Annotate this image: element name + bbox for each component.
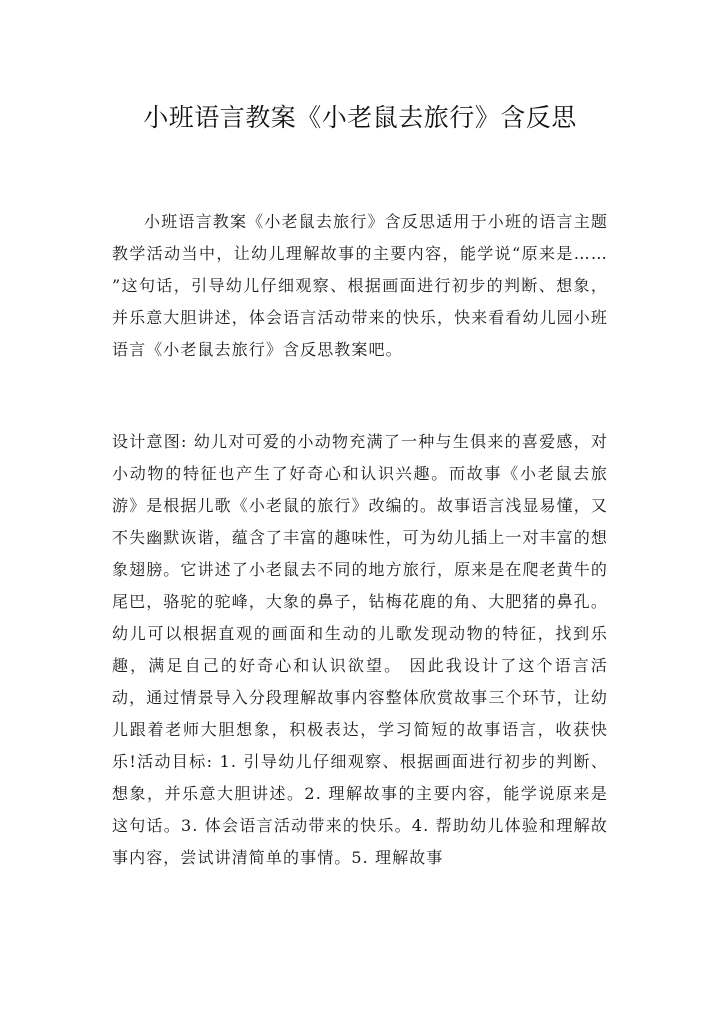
document-title: 小班语言教案《小老鼠去旅行》含反思 [143,103,577,132]
design-intent-paragraph: 设计意图: 幼儿对可爱的小动物充满了一种与生俱来的喜爱感，对小动物的特征也产生了好奇心和认识兴趣。而故事《小老鼠去旅游》是根据儿歌《小老鼠的旅行》改编的。故事语言浅显易懂，又不失幽默诙谐，蕴含了丰富的趣味性，可为幼儿插上一对丰富的想象翅膀。它讲述了小老鼠去不同的地方旅行，原来是在爬老黄牛的尾巴，骆驼的驼峰，大象的鼻子，钻梅花鹿的角、大肥猪的鼻孔。幼儿可以根据直观的画面和生动的儿歌发现动物的特征，找到乐趣，满足自己的好奇心和认识欲望。 因此我设计了这个语言活动，通过情景导入分段理解故事内容整体欣赏故事三个环节，让幼儿跟着老师大胆想象，积极表达，学习简短的故事语言，收获快乐!活动目标: 1. 引导幼儿仔细观察、根据画面进行初步的判断、想象，并乐意大胆讲述。2. 理解故事的主要内容，能学说原来是 这句话。3. 体会语言活动带来的快乐。4. 帮助幼儿体验和理解故事内容，尝试讲清简单的事情。5. 理解故事 [112,432,608,867]
intro-paragraph: 小班语言教案《小老鼠去旅行》含反思适用于小班的语言主题教学活动当中，让幼儿理解故事的主要内容，能学说“原来是…… ”这句话，引导幼儿仔细观察、根据画面进行初步的判断、想象，并乐意大胆讲述，体会语言活动带来的快乐，快来看看幼儿园小班语言《小老鼠去旅行》含反思教案吧。 [112,212,608,359]
